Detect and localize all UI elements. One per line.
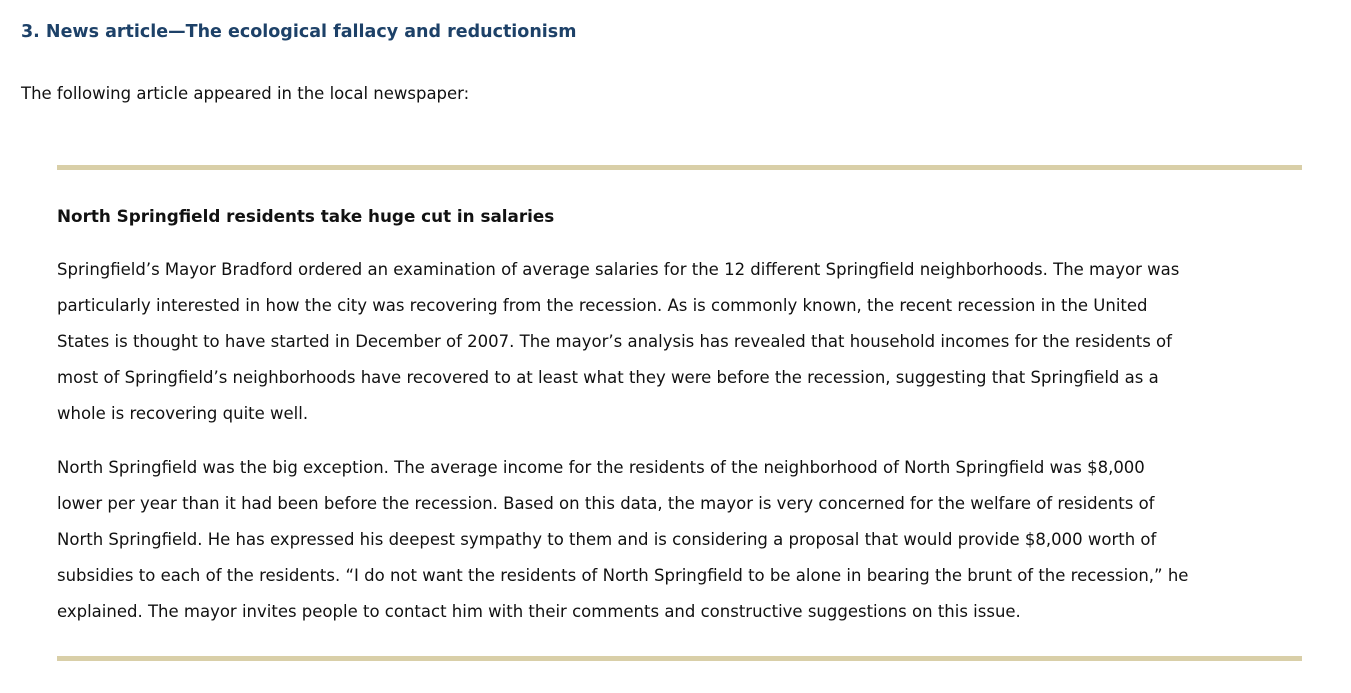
article-paragraph-1 [57,252,1302,432]
article-top-rule [57,165,1302,170]
paragraph-line: lower per year than it had been before the recession. Based on this data, the mayor is very concerned for the welfare of residents of [57,494,1155,513]
paragraph-line: Springfield’s Mayor Bradford ordered an examination of average salaries for the 12 different Springfield neighborhoods. The mayor was [57,260,1180,279]
article-title: North Springfield residents take huge cut in salaries [57,206,555,226]
paragraph-line: North Springfield was the big exception. The average income for the residents of the neighborhood of North Springfield was $8,000 [57,458,1145,477]
paragraph-line: whole is recovering quite well. [57,404,309,423]
paragraph-line: explained. The mayor invites people to contact him with their comments and constructive suggestions on this issue. [57,602,1021,621]
article-bottom-rule [57,656,1302,661]
article-paragraph-2 [57,450,1302,630]
section-heading: 3. News article—The ecological fallacy and reductionism [21,22,577,42]
paragraph-line: States is thought to have started in December of 2007. The mayor’s analysis has revealed that household incomes for the residents of [57,332,1172,351]
paragraph-line: subsidies to each of the residents. “I do not want the residents of North Springfield to be alone in bearing the brunt of the recession,” he [57,566,1189,585]
intro-text: The following article appeared in the local newspaper: [21,84,470,103]
paragraph-line: most of Springfield’s neighborhoods have recovered to at least what they were before the recession, suggesting that Springfield as a [57,368,1159,387]
paragraph-line: particularly interested in how the city was recovering from the recession. As is commonly known, the recent recession in the United [57,296,1148,315]
paragraph-line: North Springfield. He has expressed his deepest sympathy to them and is considering a proposal that would provide $8,000 worth of [57,530,1157,549]
